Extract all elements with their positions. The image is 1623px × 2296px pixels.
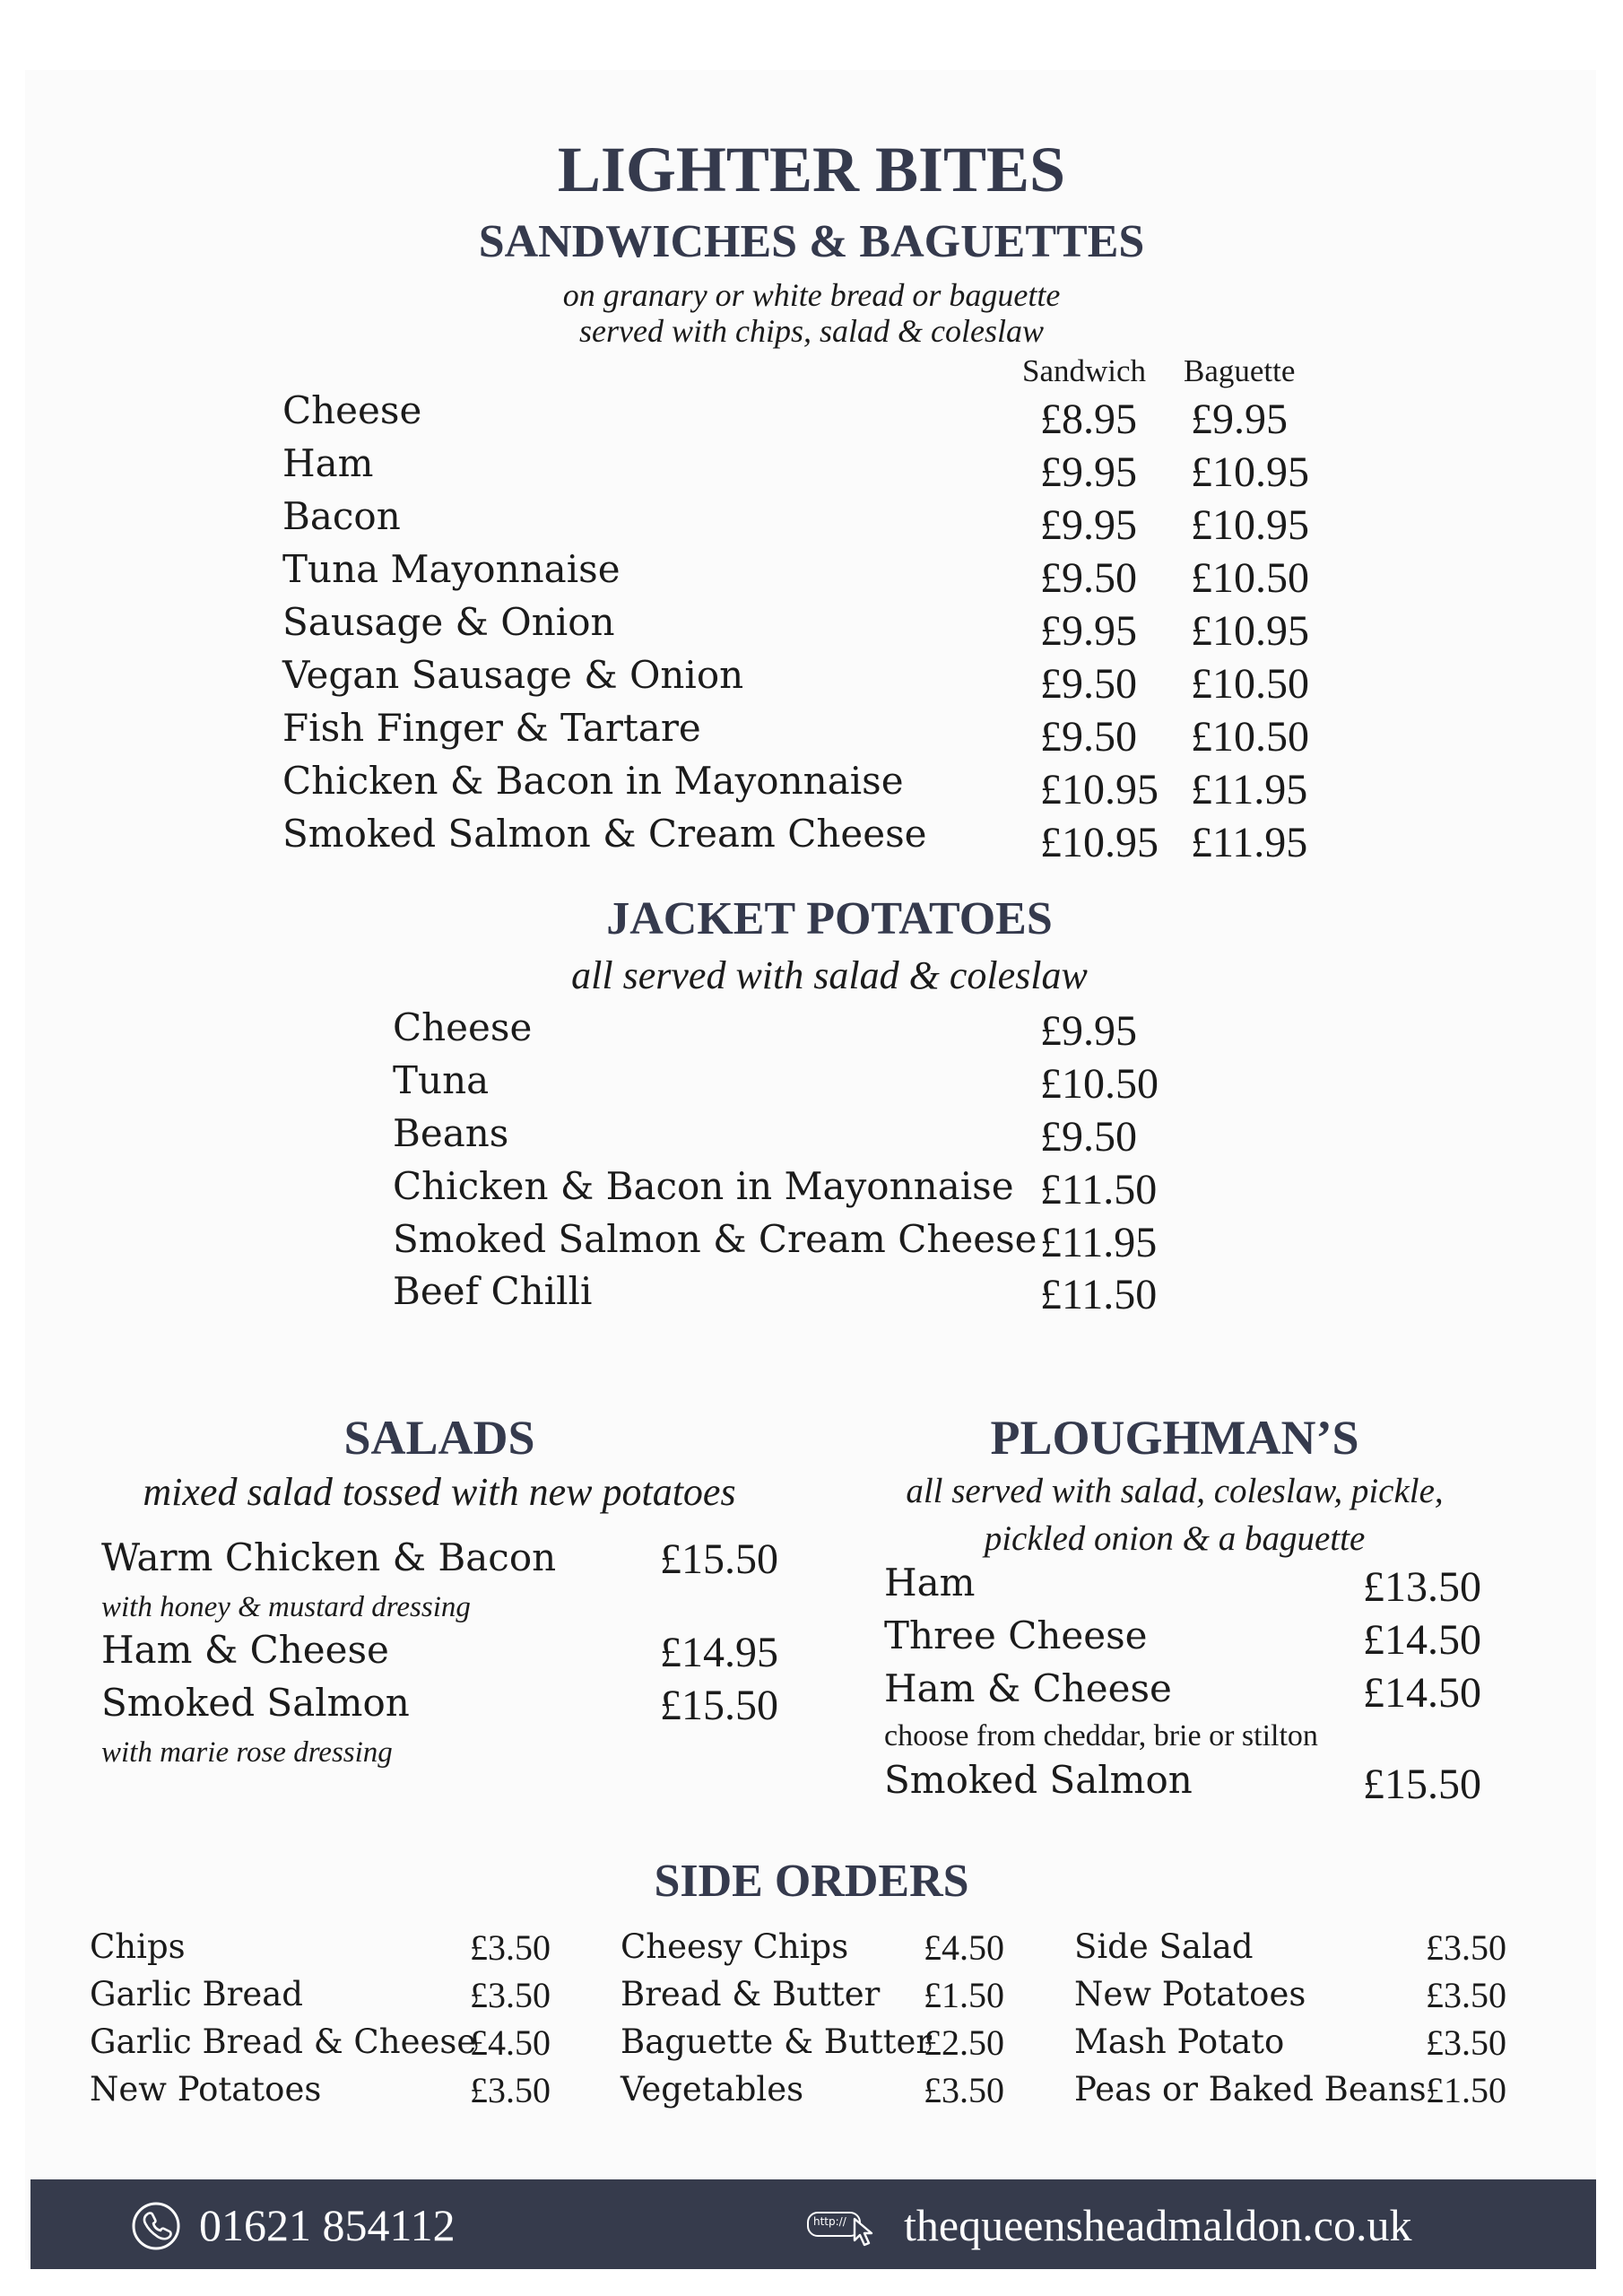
- menu-item-price: £9.95: [1040, 1007, 1137, 1055]
- side-item-name: Bread & Butter: [621, 1975, 881, 2013]
- menu-item-price: £14.95: [660, 1629, 778, 1676]
- side-item-price: £3.50: [924, 2070, 1004, 2110]
- jacket-potatoes-subtitle: all served with salad & coleslaw: [571, 953, 1088, 997]
- jacket-potatoes-heading: JACKET POTATOES: [606, 893, 1053, 944]
- sandwich-price: £9.50: [1040, 554, 1137, 602]
- menu-item-name: Cheese: [393, 1005, 533, 1049]
- sandwich-price: £10.95: [1040, 819, 1159, 866]
- ploughmans-heading: PLOUGHMAN’S: [990, 1411, 1359, 1465]
- side-item-name: Chips: [90, 1927, 186, 1966]
- sandwiches-subtitle-2: served with chips, salad & coleslaw: [579, 313, 1044, 349]
- side-item-name: New Potatoes: [1074, 1975, 1306, 2013]
- website-link[interactable]: thequeensheadmaldon.co.uk: [904, 2200, 1412, 2250]
- menu-item-name: Vegan Sausage & Onion: [282, 653, 744, 697]
- menu-item-price: £14.50: [1363, 1616, 1481, 1664]
- menu-item-note: with honey & mustard dressing: [101, 1591, 471, 1623]
- ploughmans-subtitle-2: pickled onion & a baguette: [984, 1519, 1366, 1558]
- side-item-price: £3.50: [1426, 1975, 1506, 2015]
- menu-item-name: Warm Chicken & Bacon: [101, 1535, 557, 1579]
- baguette-price: £11.95: [1191, 819, 1308, 866]
- web-icon-label: http://: [813, 2215, 846, 2228]
- menu-item-price: £14.50: [1363, 1669, 1481, 1717]
- side-item-name: Mash Potato: [1074, 2022, 1285, 2061]
- menu-item-price: £15.50: [1363, 1761, 1481, 1808]
- menu-item-name: Chicken & Bacon in Mayonnaise: [282, 759, 904, 803]
- baguette-price: £11.95: [1191, 766, 1308, 813]
- menu-item-name: Ham: [282, 441, 374, 485]
- menu-item-note: with marie rose dressing: [101, 1736, 393, 1769]
- phone-number[interactable]: 01621 854112: [199, 2200, 456, 2250]
- side-item-name: Garlic Bread & Cheese: [90, 2022, 477, 2061]
- salads-subtitle: mixed salad tossed with new potatoes: [143, 1470, 736, 1514]
- sandwich-price: £9.95: [1040, 501, 1137, 549]
- menu-item-name: Fish Finger & Tartare: [282, 706, 701, 750]
- menu-item-name: Ham & Cheese: [884, 1666, 1172, 1710]
- sandwich-price: £8.95: [1040, 396, 1137, 443]
- baguette-price: £10.50: [1191, 713, 1309, 761]
- menu-item-price: £13.50: [1363, 1563, 1481, 1611]
- sandwiches-heading: SANDWICHES & BAGUETTES: [478, 216, 1145, 267]
- baguette-price: £10.95: [1191, 448, 1309, 496]
- sandwich-price: £9.95: [1040, 607, 1137, 655]
- side-item-name: Side Salad: [1074, 1927, 1254, 1966]
- side-item-price: £3.50: [470, 2070, 551, 2110]
- menu-item-price: £15.50: [660, 1535, 778, 1583]
- menu-item-name: Ham & Cheese: [101, 1628, 389, 1672]
- menu-item-name: Smoked Salmon & Cream Cheese: [282, 812, 927, 856]
- menu-item-name: Tuna: [393, 1058, 490, 1102]
- column-header-baguette: Baguette: [1184, 353, 1296, 388]
- menu-item-name: Chicken & Bacon in Mayonnaise: [393, 1164, 1014, 1208]
- menu-item-name: Sausage & Onion: [282, 600, 615, 644]
- ploughmans-subtitle-1: all served with salad, coleslaw, pickle,: [906, 1472, 1444, 1510]
- side-orders-heading: SIDE ORDERS: [654, 1856, 969, 1907]
- sandwich-price: £9.50: [1040, 713, 1137, 761]
- baguette-price: £10.95: [1191, 501, 1309, 549]
- phone-icon: [131, 2201, 181, 2251]
- baguette-price: £10.95: [1191, 607, 1309, 655]
- sandwich-price: £9.95: [1040, 448, 1137, 496]
- side-item-price: £3.50: [1426, 1927, 1506, 1968]
- side-item-name: Vegetables: [621, 2070, 804, 2109]
- web-cursor-icon: [807, 2206, 882, 2246]
- menu-item-name: Tuna Mayonnaise: [282, 547, 621, 591]
- menu-item-price: £11.50: [1040, 1271, 1158, 1318]
- side-item-name: Baguette & Butter: [621, 2022, 933, 2061]
- baguette-price: £9.95: [1191, 396, 1288, 443]
- menu-item-price: £15.50: [660, 1682, 778, 1729]
- side-item-name: Garlic Bread: [90, 1975, 303, 2013]
- menu-item-name: Beef Chilli: [393, 1269, 593, 1313]
- menu-item-name: Beans: [393, 1111, 509, 1155]
- sandwich-price: £10.95: [1040, 766, 1159, 813]
- side-item-price: £2.50: [924, 2022, 1004, 2063]
- side-item-price: £1.50: [924, 1975, 1004, 2015]
- side-item-price: £4.50: [924, 1927, 1004, 1968]
- footer-bar: [30, 2179, 1596, 2269]
- side-item-name: Peas or Baked Beans: [1074, 2070, 1427, 2109]
- side-item-price: £3.50: [1426, 2022, 1506, 2063]
- menu-item-price: £9.50: [1040, 1113, 1137, 1161]
- menu-item-name: Three Cheese: [884, 1613, 1148, 1657]
- menu-item-name: Bacon: [282, 494, 401, 538]
- side-item-price: £3.50: [470, 1927, 551, 1968]
- sandwiches-subtitle-1: on granary or white bread or baguette: [562, 277, 1061, 313]
- menu-item-price: £10.50: [1040, 1060, 1159, 1108]
- baguette-price: £10.50: [1191, 660, 1309, 708]
- baguette-price: £10.50: [1191, 554, 1309, 602]
- side-item-price: £1.50: [1426, 2070, 1506, 2110]
- menu-item-name: Smoked Salmon: [101, 1681, 410, 1725]
- column-header-sandwich: Sandwich: [1022, 353, 1147, 388]
- side-item-name: Cheesy Chips: [621, 1927, 849, 1966]
- page-title: LIGHTER BITES: [557, 134, 1066, 205]
- side-item-name: New Potatoes: [90, 2070, 322, 2109]
- side-item-price: £4.50: [470, 2022, 551, 2063]
- menu-item-name: Smoked Salmon: [884, 1758, 1193, 1802]
- menu-item-name: Cheese: [282, 388, 422, 432]
- menu-item-price: £11.50: [1040, 1166, 1158, 1213]
- menu-item-name: Ham: [884, 1561, 976, 1605]
- sandwich-price: £9.50: [1040, 660, 1137, 708]
- side-item-price: £3.50: [470, 1975, 551, 2015]
- ploughmans-cheese-note: choose from cheddar, brie or stilton: [884, 1719, 1318, 1752]
- salads-heading: SALADS: [343, 1411, 535, 1465]
- menu-item-price: £11.95: [1040, 1219, 1158, 1266]
- menu-item-name: Smoked Salmon & Cream Cheese: [393, 1217, 1037, 1261]
